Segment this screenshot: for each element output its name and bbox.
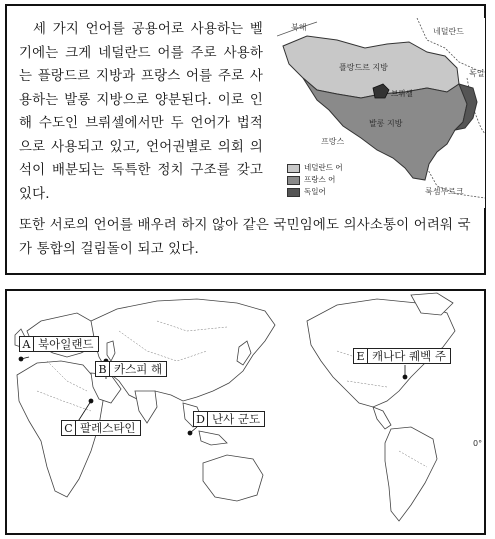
north-sea-label: 북해: [291, 23, 307, 32]
passage-body: 세 가지 언어를 공용어로 사용하는 벨기에는 크게 네덜란드 어를 주로 사용하는 플랑드르 지방과 프랑스 어를 주로 사용하는 발롱 지방으로 양분된다. 이로 인해 수도인 브뤼셀에서만 두 언어가 법적으로 사용되고 있고, 언어권별로 의회 의석이 배분되는 독특한 정치 구조를 갖고 있다.: [19, 22, 263, 202]
label-letter: B: [95, 361, 110, 377]
luxembourg-label: 룩셈부르크: [425, 187, 464, 196]
label-letter: A: [19, 336, 34, 352]
label-letter: E: [353, 348, 368, 364]
label-letter: C: [61, 420, 76, 436]
flanders-label: 플랑드르 지방: [339, 63, 388, 72]
reading-passage-box: [5, 4, 486, 275]
label-e: [353, 348, 451, 364]
legend-label: 네덜란드 어: [304, 163, 343, 172]
legend-item: [287, 174, 365, 186]
germany-label: 독일: [469, 69, 485, 78]
brussels-label: 브뤼셀: [391, 89, 413, 98]
label-letter: D: [193, 411, 208, 427]
passage-bottom-text: 또한 서로의 언어를 배우려 하지 않아 같은 국민임에도 의사소통이 어려워 국가 통합의 걸림돌이 되고 있다.: [19, 218, 471, 257]
wallonia-label: 발롱 지방: [369, 119, 403, 128]
legend-item: [287, 186, 365, 198]
legend-swatch: [287, 164, 300, 173]
label-name: 팔레스타인: [76, 420, 141, 436]
legend-label: 독일어: [304, 187, 326, 196]
label-b: [95, 361, 167, 377]
world-map-box: [5, 289, 486, 535]
label-d: [193, 411, 265, 427]
label-name: 카스피 해: [110, 361, 167, 377]
passage-text: [19, 18, 263, 206]
belgium-map-legend: [287, 162, 365, 198]
longitude-label: 0°: [473, 439, 483, 448]
legend-swatch: [287, 188, 300, 197]
france-label: 프랑스: [321, 137, 345, 146]
label-name: 캐나다 퀘벡 주: [368, 348, 451, 364]
legend-swatch: [287, 176, 300, 185]
legend-item: [287, 162, 365, 174]
netherlands-label: 네덜란드: [433, 27, 464, 36]
label-name: 북아일랜드: [34, 336, 99, 352]
label-c: [61, 420, 141, 436]
legend-label: 프랑스 어: [304, 175, 336, 184]
label-name: 난사 군도: [208, 411, 265, 427]
label-a: [19, 336, 99, 352]
